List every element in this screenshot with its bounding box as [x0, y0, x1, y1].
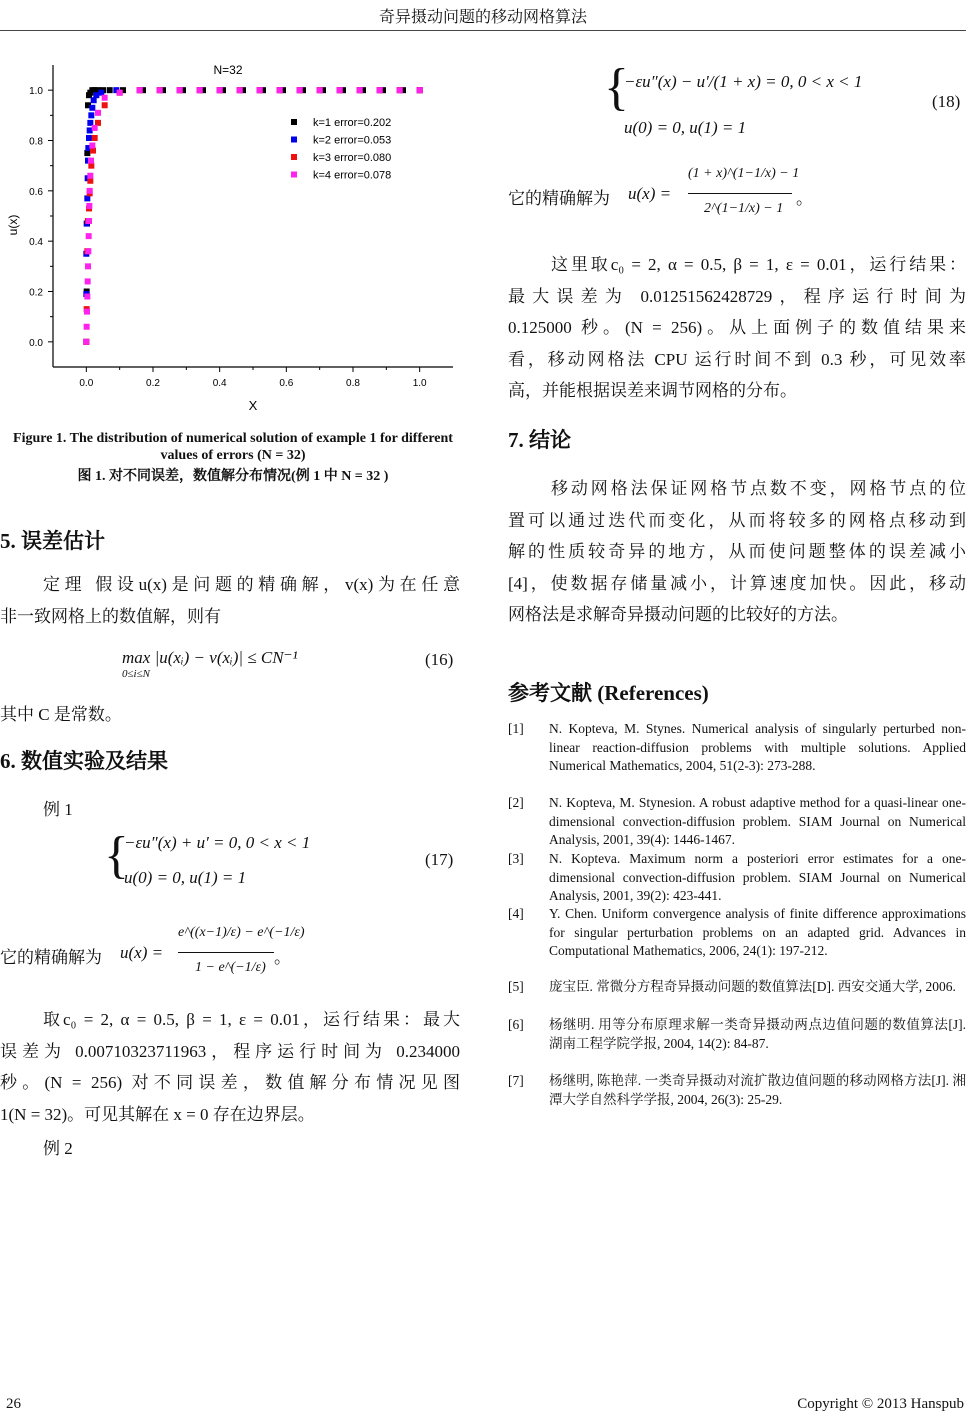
reference-text: 庞宝臣. 常微分方程奇异摄动问题的数值算法[D]. 西安交通大学, 2006.: [549, 979, 956, 994]
equation-17-brace: {: [104, 827, 129, 884]
legend-label: k=4 error=0.078: [313, 169, 392, 182]
y-tick-label: 0.4: [29, 237, 43, 249]
exact-solution-2-denominator: 2^(1−1/x) − 1: [704, 201, 784, 216]
reference-text: N. Kopteva. Maximum norm a posteriori error estimates for a one-dimensional convection-diffusion problem. SIAM Journal on Numerical Analysis, 2001, 39(2): 423-441.: [549, 851, 966, 903]
exact-solution-2-end: 。: [796, 189, 813, 208]
reference-number: [7]: [508, 1073, 524, 1088]
legend-marker-k2: [291, 137, 297, 143]
data-point-k4: [317, 87, 323, 93]
data-point-k4: [237, 87, 243, 93]
equation-16-number: (16): [425, 650, 454, 669]
equation-18-brace: {: [604, 59, 629, 116]
reference-text: 杨继明. 用等分布原理求解一类奇异摄动两点边值问题的数值算法[J]. 湖南工程学院学报, 2004, 14(2): 84-87.: [549, 1017, 966, 1051]
reference-item: [508, 978, 966, 997]
paragraph-line: 高，并能根据误差来调节网格的分布。: [508, 381, 797, 400]
exact-solution-1-lhs: u(x) =: [120, 943, 164, 962]
x-tick-label: 0.8: [346, 378, 360, 389]
exact-solution-1-prefix: 它的精确解为: [0, 948, 102, 967]
y-tick-label: 0.6: [29, 186, 43, 198]
data-point-k4: [84, 309, 90, 315]
data-point-k4: [84, 294, 90, 300]
reference-item: [508, 720, 966, 776]
data-point-k1: [107, 87, 113, 93]
figure-caption-en: Figure 1. The distribution of numerical solution of example 1 for different values of errors (N = 32): [13, 431, 453, 463]
data-point-k2: [88, 112, 94, 118]
data-point-k4: [117, 90, 123, 96]
exact-solution-2-lhs: u(x) =: [628, 184, 672, 203]
data-point-k4: [217, 87, 223, 93]
equation-18-line-1: −εu″(x) − u′/(1 + x) = 0, 0 < x < 1: [624, 72, 863, 91]
exact-solution-1-end: 。: [274, 948, 291, 967]
equation-18-line-2: u(0) = 0, u(1) = 1: [624, 118, 747, 137]
data-point-k4: [83, 339, 89, 345]
data-point-k4: [84, 324, 90, 330]
x-tick-label: 0.6: [279, 378, 294, 389]
exact-solution-1-denominator: 1 − e^(−1/ε): [195, 960, 266, 975]
reference-item: [508, 850, 966, 906]
legend-label: k=2 error=0.053: [313, 134, 392, 147]
reference-number: [2]: [508, 795, 524, 810]
equation-16: max |u(xᵢ) − v(xᵢ)| ≤ CN⁻¹: [122, 648, 298, 667]
paragraph-line: [4]，使数据存储量减小，计算速度加快。因此，移动: [508, 573, 966, 593]
paragraph-line: 1(N = 32)。可见其解在 x = 0 存在边界层。: [0, 1104, 315, 1124]
data-point-k4: [197, 87, 203, 93]
example-1-label: 例 1: [43, 800, 73, 819]
data-point-k2: [86, 135, 92, 141]
data-point-k4: [85, 248, 91, 254]
data-point-k4: [357, 87, 363, 93]
legend-marker-k1: [291, 119, 297, 125]
equation-17-line-2: u(0) = 0, u(1) = 1: [124, 868, 247, 887]
paragraph-line: 非一致网格上的数值解，则有: [0, 606, 221, 626]
example-2-label: 例 2: [43, 1139, 73, 1158]
data-point-k4: [92, 125, 98, 131]
paragraph-line: 网格法是求解奇异摄动问题的比较好的方法。: [508, 605, 848, 624]
x-tick-label: 0.0: [79, 378, 94, 389]
legend-label: k=1 error=0.202: [313, 117, 392, 129]
reference-item: [508, 905, 966, 961]
y-tick-label: 0.0: [29, 337, 43, 349]
equation-17-line-1: −εu″(x) + u′ = 0, 0 < x < 1: [124, 833, 311, 852]
where-c-text: 其中 C 是常数。: [0, 705, 122, 724]
references-title: 参考文献 (References): [508, 681, 709, 705]
data-point-k4: [86, 203, 92, 209]
chart-title: N=32: [213, 63, 243, 77]
data-point-k4: [87, 188, 93, 194]
reference-number: [6]: [508, 1017, 524, 1032]
x-tick-label: 0.2: [146, 378, 160, 389]
reference-number: [3]: [508, 851, 524, 866]
reference-item: [508, 1072, 966, 1109]
exact-solution-2-numerator: (1 + x)^(1−1/x) − 1: [688, 166, 800, 181]
data-point-k4: [177, 87, 183, 93]
paragraph-line: 移动网格法保证网格节点数不变，网格节点的位: [551, 479, 966, 498]
page-number: 26: [6, 1396, 21, 1412]
data-point-k4: [86, 218, 92, 224]
data-point-k4: [377, 87, 383, 93]
paragraph-line: 看，移动网格法 CPU 运行时间不到 0.3 秒，可见效率: [508, 349, 966, 369]
paragraph-line: 定理 假设u(x)是问题的精确解，v(x)为在任意: [43, 575, 460, 594]
reference-text: N. Kopteva, M. Stynesion. A robust adaptive method for a quasi-linear one-dimensional convection-diffusion problem. SIAM Journal on Numerical Analysis, 2001, 39(4): 1446-1467.: [549, 795, 966, 847]
section-5-title: 5. 误差估计: [0, 529, 105, 553]
paragraph-line: 解的性质较奇异的地方，从而使问题整体的误差减小: [508, 542, 966, 561]
x-tick-label: 0.4: [212, 378, 227, 389]
fraction-bar: [178, 952, 274, 953]
equation-16-subscript: 0≤i≤N: [122, 668, 150, 680]
reference-number: [1]: [508, 721, 524, 736]
y-axis-label: u(x): [6, 214, 20, 236]
exact-solution-2-prefix: 它的精确解为: [508, 189, 610, 208]
section-7-title: 7. 结论: [508, 428, 571, 452]
legend-marker-k4: [291, 172, 297, 178]
running-title: 奇异摄动问题的移动网格算法: [378, 9, 587, 26]
reference-number: [5]: [508, 979, 524, 994]
data-point-k4: [337, 87, 343, 93]
equation-17-number: (17): [425, 850, 454, 869]
paragraph-line: 0.125000 秒。(N = 256)。从上面例子的数值结果来: [508, 318, 966, 337]
data-point-k3: [102, 102, 108, 108]
equation-18-number: (18): [932, 92, 961, 111]
exact-solution-1-numerator: e^((x−1)/ε) − e^(−1/ε): [178, 925, 305, 940]
data-point-k4: [85, 278, 91, 284]
paragraph-line: 这里取c₀ = 2, α = 0.5, β = 1, ε = 0.01，运行结果：: [551, 255, 966, 274]
data-point-k4: [88, 158, 94, 164]
copyright: Copyright © 2013 Hanspub: [797, 1396, 964, 1412]
reference-text: 杨继明, 陈艳萍. 一类奇异摄动对流扩散边值问题的移动网格方法[J]. 湘潭大学自然科学学报, 2004, 26(3): 25-29.: [549, 1073, 966, 1107]
data-point-k4: [102, 95, 108, 101]
data-point-k4: [257, 87, 263, 93]
data-point-k4: [397, 87, 403, 93]
paragraph-line: 最大误差为 0.01251562428729，程序运行时间为: [508, 286, 966, 306]
figure-caption-cn: 图 1. 对不同误差，数值解分布情况(例 1 中 N = 32 ): [77, 469, 389, 484]
paragraph-line: 置可以通过迭代而变化，从而将较多的网格点移动到: [508, 510, 966, 530]
paragraph-line: 取c₀ = 2, α = 0.5, β = 1, ε = 0.01，运行结果：最大: [43, 1010, 460, 1029]
y-tick-label: 1.0: [29, 86, 43, 98]
y-tick-label: 0.2: [29, 287, 43, 299]
reference-item: [508, 794, 966, 850]
data-point-k4: [137, 87, 143, 93]
data-point-k4: [157, 87, 163, 93]
figure-1-chart: [0, 50, 470, 425]
data-point-k4: [95, 110, 101, 116]
x-axis-label: X: [248, 398, 258, 413]
data-point-k3: [92, 135, 98, 141]
y-tick-label: 0.8: [29, 136, 43, 148]
data-point-k2: [89, 105, 95, 111]
data-point-k4: [85, 263, 91, 269]
legend-label: k=3 error=0.080: [313, 152, 392, 164]
header-divider: [0, 30, 966, 31]
data-point-k4: [297, 87, 303, 93]
reference-number: [4]: [508, 906, 524, 921]
reference-text: Y. Chen. Uniform convergence analysis of finite difference approximations for singular perturbation problems on an adapted grid. Advances in Computational Mathematics, 2006, 24(1): 197-212.: [549, 906, 966, 958]
data-point-k4: [89, 143, 95, 149]
x-tick-label: 1.0: [412, 378, 427, 389]
section-6-title: 6. 数值实验及结果: [0, 749, 168, 773]
fraction-bar: [688, 193, 792, 194]
data-point-k4: [277, 87, 283, 93]
paragraph-line: 误差为 0.00710323711963，程序运行时间为 0.234000: [0, 1041, 460, 1061]
data-point-k4: [86, 233, 92, 239]
paragraph-line: 秒。(N = 256) 对不同误差，数值解分布情况见图: [0, 1073, 460, 1092]
reference-item: [508, 1016, 966, 1053]
data-point-k4: [87, 173, 93, 179]
legend-marker-k3: [291, 154, 297, 160]
data-point-k4: [417, 87, 423, 93]
reference-text: N. Kopteva, M. Stynes. Numerical analysis of singularly perturbed non-linear reaction-diffusion problems with multiple solutions. Applied Numerical Mathematics, 2004, 51(2-3): 273-288.: [549, 721, 966, 773]
